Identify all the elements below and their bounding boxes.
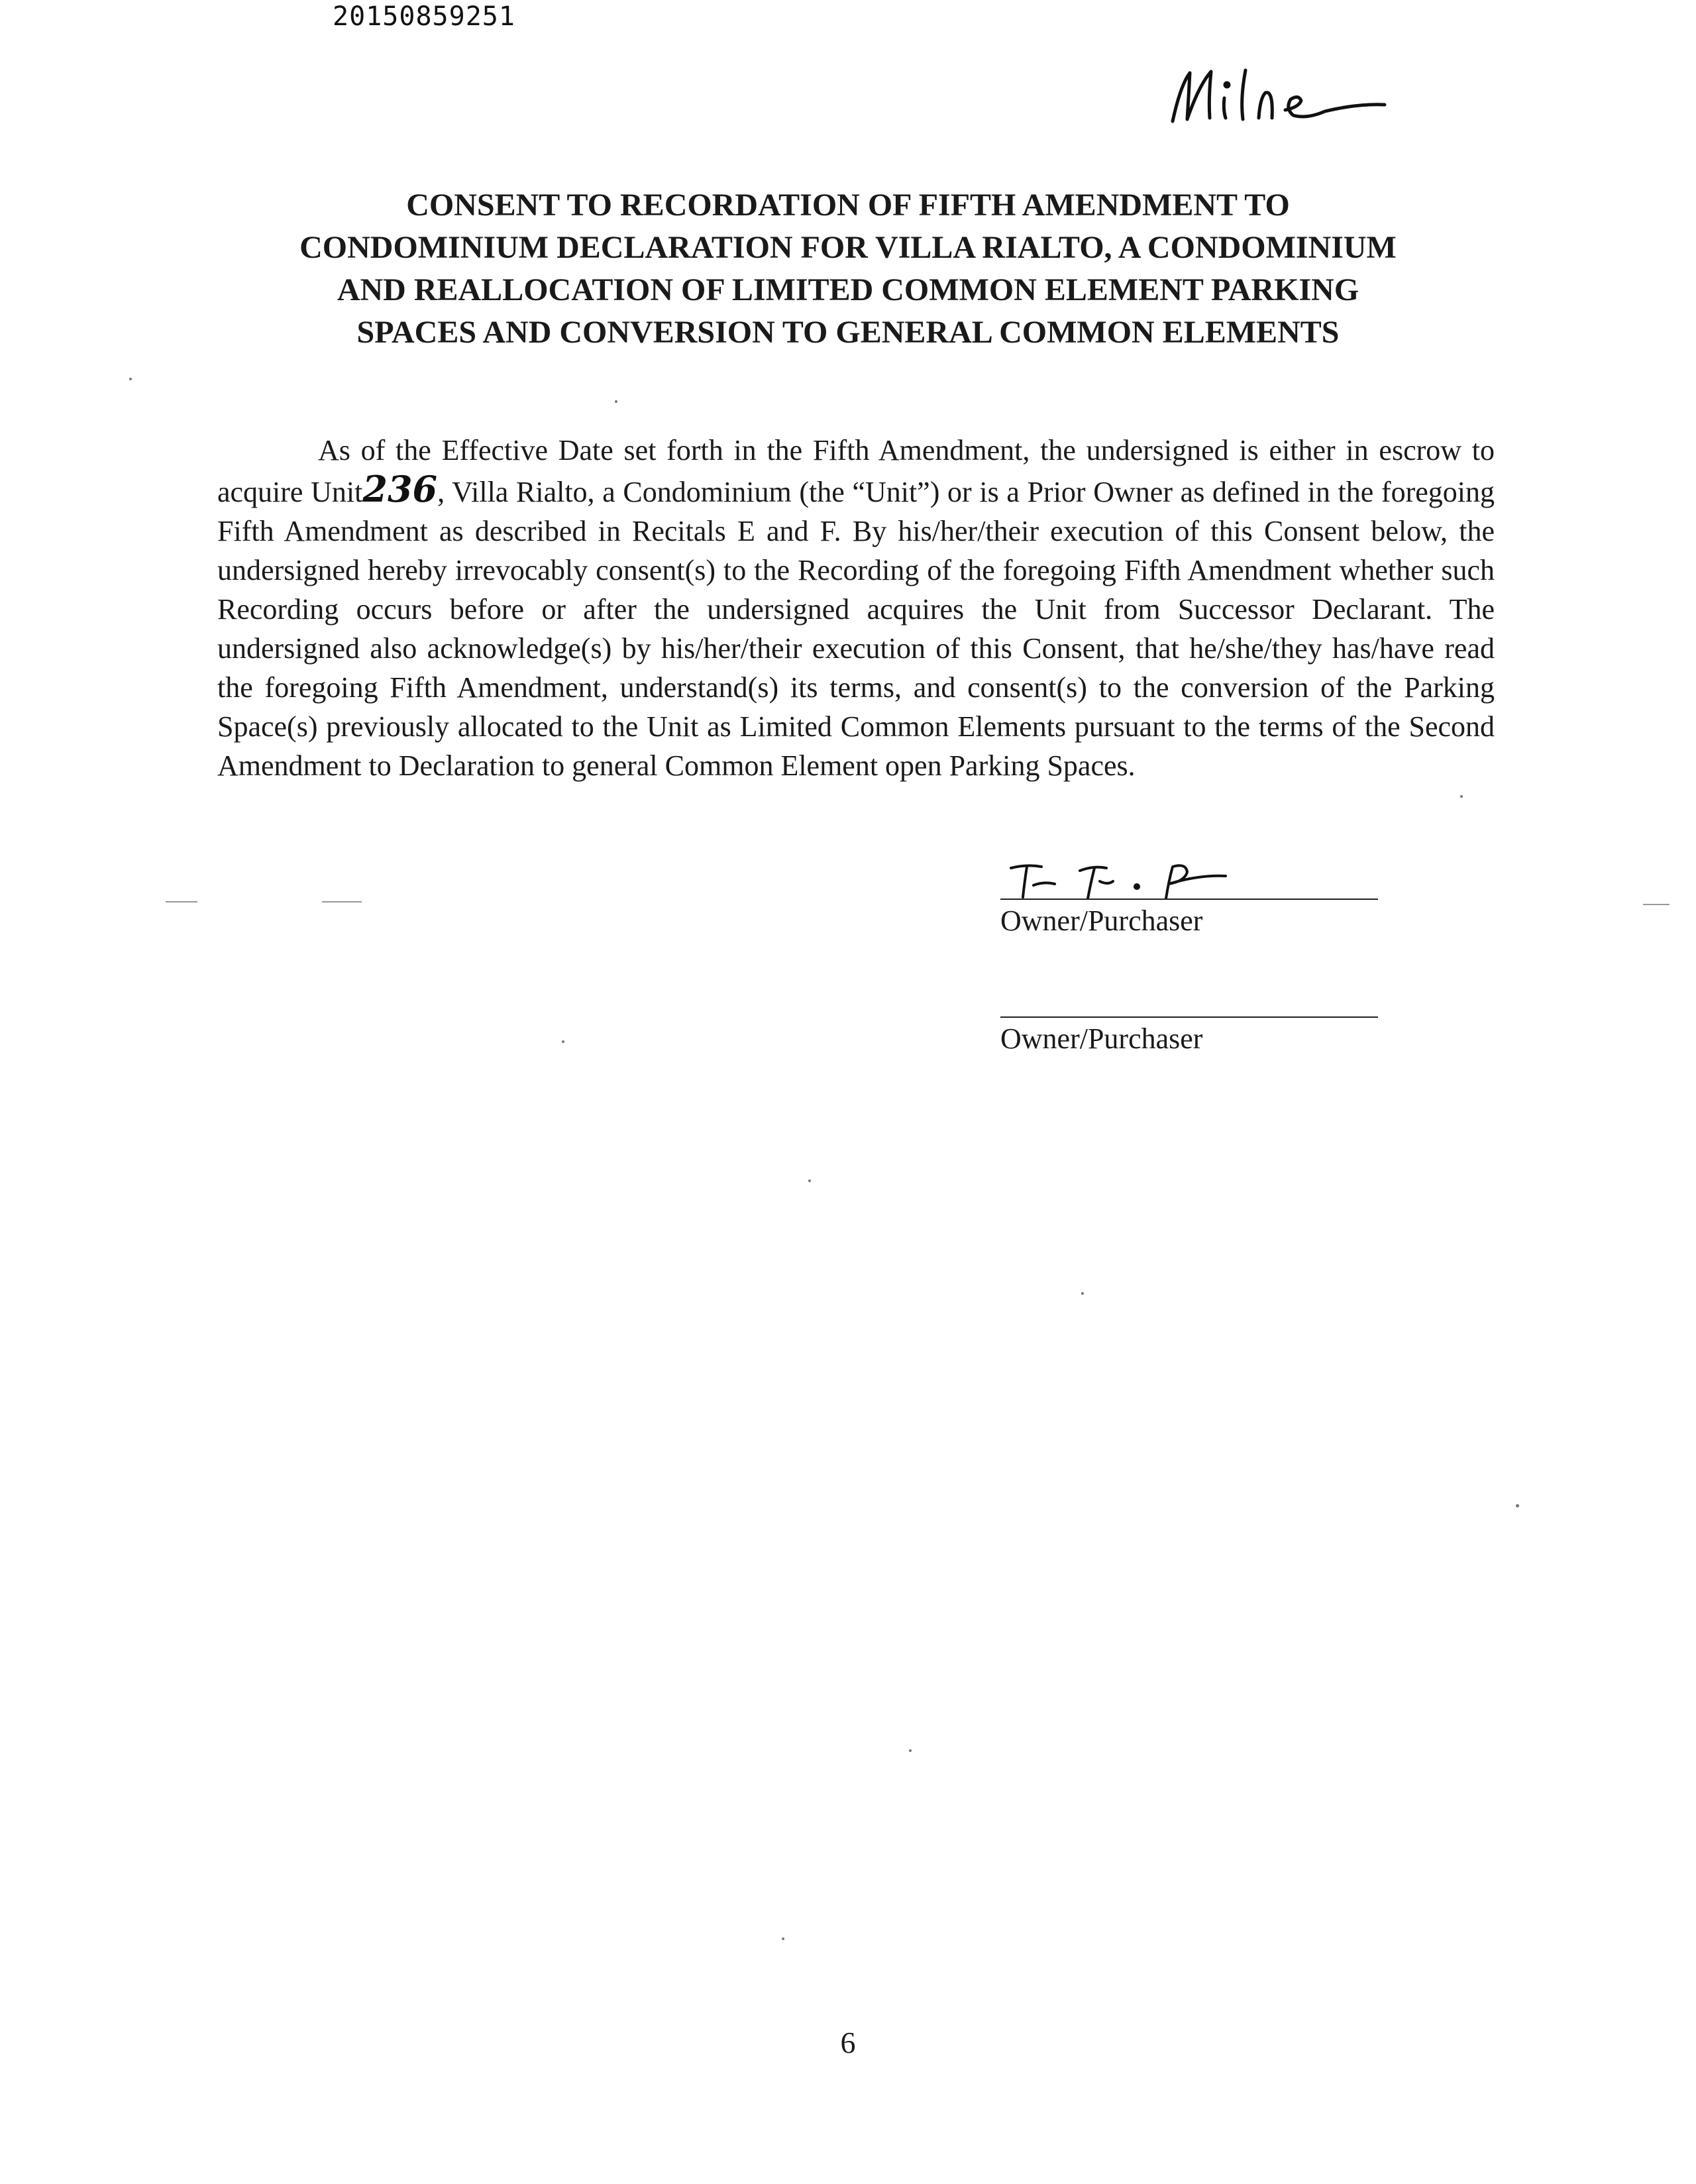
paragraph-text-after-unit: , Villa Rialto, a Condominium (the “Unit”) or is a Prior Owner as defined in the foregoing Fifth Amendment as described in Recitals E and F. By his/her/their execution of this Consent below, the undersigned hereby irrevocably consent(s) to the Recording of the foregoing Fifth Amendment whether such Recording occurs before or after the undersigned acquires the Unit from Successor Declarant. The undersigned also acknowledge(s) by his/her/their execution of this Consent, that he/she/they has/have read the foregoing Fifth Amendment, understand(s) its terms, and consent(s) to the conversion of the Parking Space(s) previously allocated to the Unit as Limited Common Elements pursuant to the terms of the Second Amendment to Declaration to general Common Element open Parking Spaces. bbox=[217, 476, 1495, 782]
signature-label: Owner/Purchaser bbox=[1000, 904, 1203, 937]
consent-paragraph-text bbox=[217, 431, 1495, 785]
page-number: 6 bbox=[840, 2026, 856, 2059]
scan-artifact bbox=[1081, 1292, 1084, 1295]
scan-artifact bbox=[562, 1040, 564, 1043]
scan-artifact bbox=[782, 1938, 784, 1940]
scan-artifact bbox=[1460, 795, 1463, 798]
scan-artifact bbox=[166, 901, 197, 902]
scan-artifact bbox=[1643, 904, 1670, 905]
paragraph-text-before-unit: As of the Effective Date set forth in the Fifth Amendment, the undersigned is either in escrow to acquire Unit bbox=[217, 434, 1495, 508]
signature-label: Owner/Purchaser bbox=[1000, 1022, 1203, 1055]
signature-line bbox=[1000, 899, 1378, 900]
handwritten-name-annotation bbox=[1166, 58, 1391, 131]
title-line: SPACES AND CONVERSION TO GENERAL COMMON ELEMENTS bbox=[356, 315, 1340, 350]
title-line: AND REALLOCATION OF LIMITED COMMON ELEMENT PARKING bbox=[337, 272, 1359, 307]
title-line: CONSENT TO RECORDATION OF FIFTH AMENDMENT TO bbox=[406, 188, 1290, 223]
scan-artifact bbox=[808, 1179, 811, 1182]
scan-artifact bbox=[909, 1749, 912, 1752]
unit-number-handwritten: 236 bbox=[362, 468, 438, 510]
recording-number: 20150859251 bbox=[333, 1, 515, 32]
consent-paragraph bbox=[217, 431, 1495, 785]
title-line: CONDOMINIUM DECLARATION FOR VILLA RIALTO, A CONDOMINIUM bbox=[299, 230, 1397, 265]
handwritten-signature bbox=[1007, 855, 1232, 901]
signature-line bbox=[1000, 1016, 1378, 1018]
scan-artifact bbox=[615, 400, 617, 403]
scan-artifact bbox=[1516, 1504, 1519, 1507]
scan-artifact bbox=[322, 901, 362, 902]
document-title bbox=[212, 184, 1484, 354]
scan-artifact bbox=[129, 378, 132, 380]
